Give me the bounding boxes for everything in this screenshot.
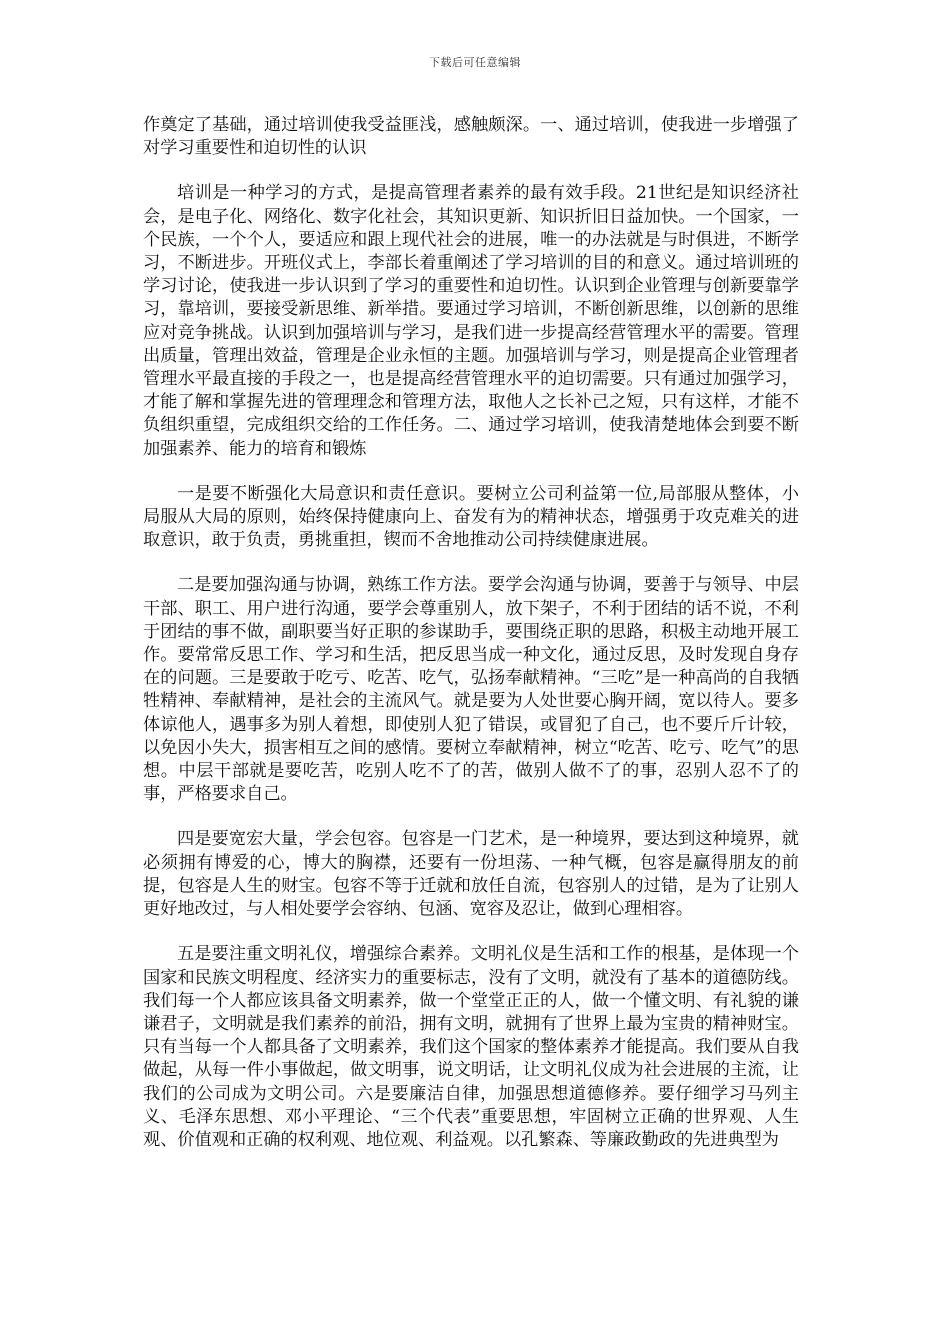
paragraph-5: 四是要宽宏大量，学会包容。包容是一门艺术，是一种境界，要达到这种境界，就必须拥有博爱的心，博大的胸襟，还要有一份坦荡、一种气概，包容是赢得朋友的前提，包容是人生的财宝。包容不等于迁就和放任自流，包容别人的过错，是为了让别人更好地改过，与人相处要学会容纳、包涵、宽容及忍让，做到心理相容。 [143, 829, 799, 920]
header-note: 下载后可任意编辑 [429, 56, 521, 69]
paragraph-3: 一是要不断强化大局意识和责任意识。要树立公司利益第一位,局部服从整体，小局服从大局的原则，始终保持健康向上、奋发有为的精神状态，增强勇于攻克难关的进取意识，敢于负责，勇挑重担，锲而不舍地推动公司持续健康进展。 [143, 483, 799, 551]
paragraph-2: 培训是一种学习的方式，是提高管理者素养的最有效手段。21世纪是知识经济社会，是电子化、网络化、数字化社会，其知识更新、知识折旧日益加快。一个国家，一个民族，一个个人，要适应和跟上现代社会的进展，唯一的办法就是与时俱进，不断学习，不断进步。开班仪式上，李部长着重阐述了学习培训的目的和意义。通过培训班的学习讨论，使我进一步认识到了学习的重要性和迫切性。认识到企业管理与创新要靠学习，靠培训，要接受新思维、新举措。要通过学习培训，不断创新思维，以创新的思维应对竞争挑战。认识到加强培训与学习，是我们进一步提高经营管理水平的需要。管理出质量，管理出效益，管理是企业永恒的主题。加强培训与学习，则是提高企业管理者管理水平最直接的手段之一，也是提高经营管理水平的迫切需要。只有通过加强学习，才能了解和掌握先进的管理理念和管理方法，取他人之长补己之短，只有这样，才能不负组织重望，完成组织交给的工作任务。二、通过学习培训，使我清楚地体会到要不断加强素养、能力的培育和锻炼 [143, 183, 799, 459]
paragraph-1: 作奠定了基础，通过培训使我受益匪浅，感触颇深。一、通过培训，使我进一步增强了对学习重要性和迫切性的认识 [143, 115, 799, 159]
document-body [143, 114, 799, 1152]
paragraph-6: 五是要注重文明礼仪，增强综合素养。文明礼仪是生活和工作的根基，是体现一个国家和民族文明程度、经济实力的重要标志，没有了文明，就没有了基本的道德防线。我们每一个人都应该具备文明素养，做一个堂堂正正的人，做一个懂文明、有礼貌的谦谦君子，文明就是我们素养的前沿，拥有文明，就拥有了世界上最为宝贵的精神财宝。只有当每一个人都具备了文明素养，我们这个国家的整体素养才能提高。我们要从自我做起，从每一件小事做起，做文明事，说文明话，让文明礼仪成为社会进展的主流，让我们的公司成为文明公司。六是要廉洁自律，加强思想道德修养。要仔细学习马列主义、毛泽东思想、邓小平理论、“三个代表”重要思想，牢固树立正确的世界观、人生观、价值观和正确的权利观、地位观、利益观。以孔繁森、等廉政勤政的先进典型为 [143, 944, 799, 1150]
paragraph-4: 二是要加强沟通与协调，熟练工作方法。要学会沟通与协调，要善于与领导、中层干部、职工、用户进行沟通，要学会尊重别人，放下架子，不利于团结的话不说，不利于团结的事不做，副职要当好正职的参谋助手，要围绕正职的思路，积极主动地开展工作。要常常反思工作、学习和生活，把反思当成一种文化，通过反思，及时发现自身存在的问题。三是要敢于吃亏、吃苦、吃气，弘扬奉献精神。“三吃”是一种高尚的自我牺牲精神、奉献精神，是社会的主流风气。就是要为人处世要心胸开阔，宽以待人。要多体谅他人，遇事多为别人着想，即使别人犯了错误，或冒犯了自己，也不要斤斤计较，以免因小失大，损害相互之间的感情。要树立奉献精神，树立“吃苦、吃亏、吃气”的思想。中层干部就是要吃苦，吃别人吃不了的苦，做别人做不了的事，忍别人忍不了的事，严格要求自己。 [143, 575, 799, 805]
